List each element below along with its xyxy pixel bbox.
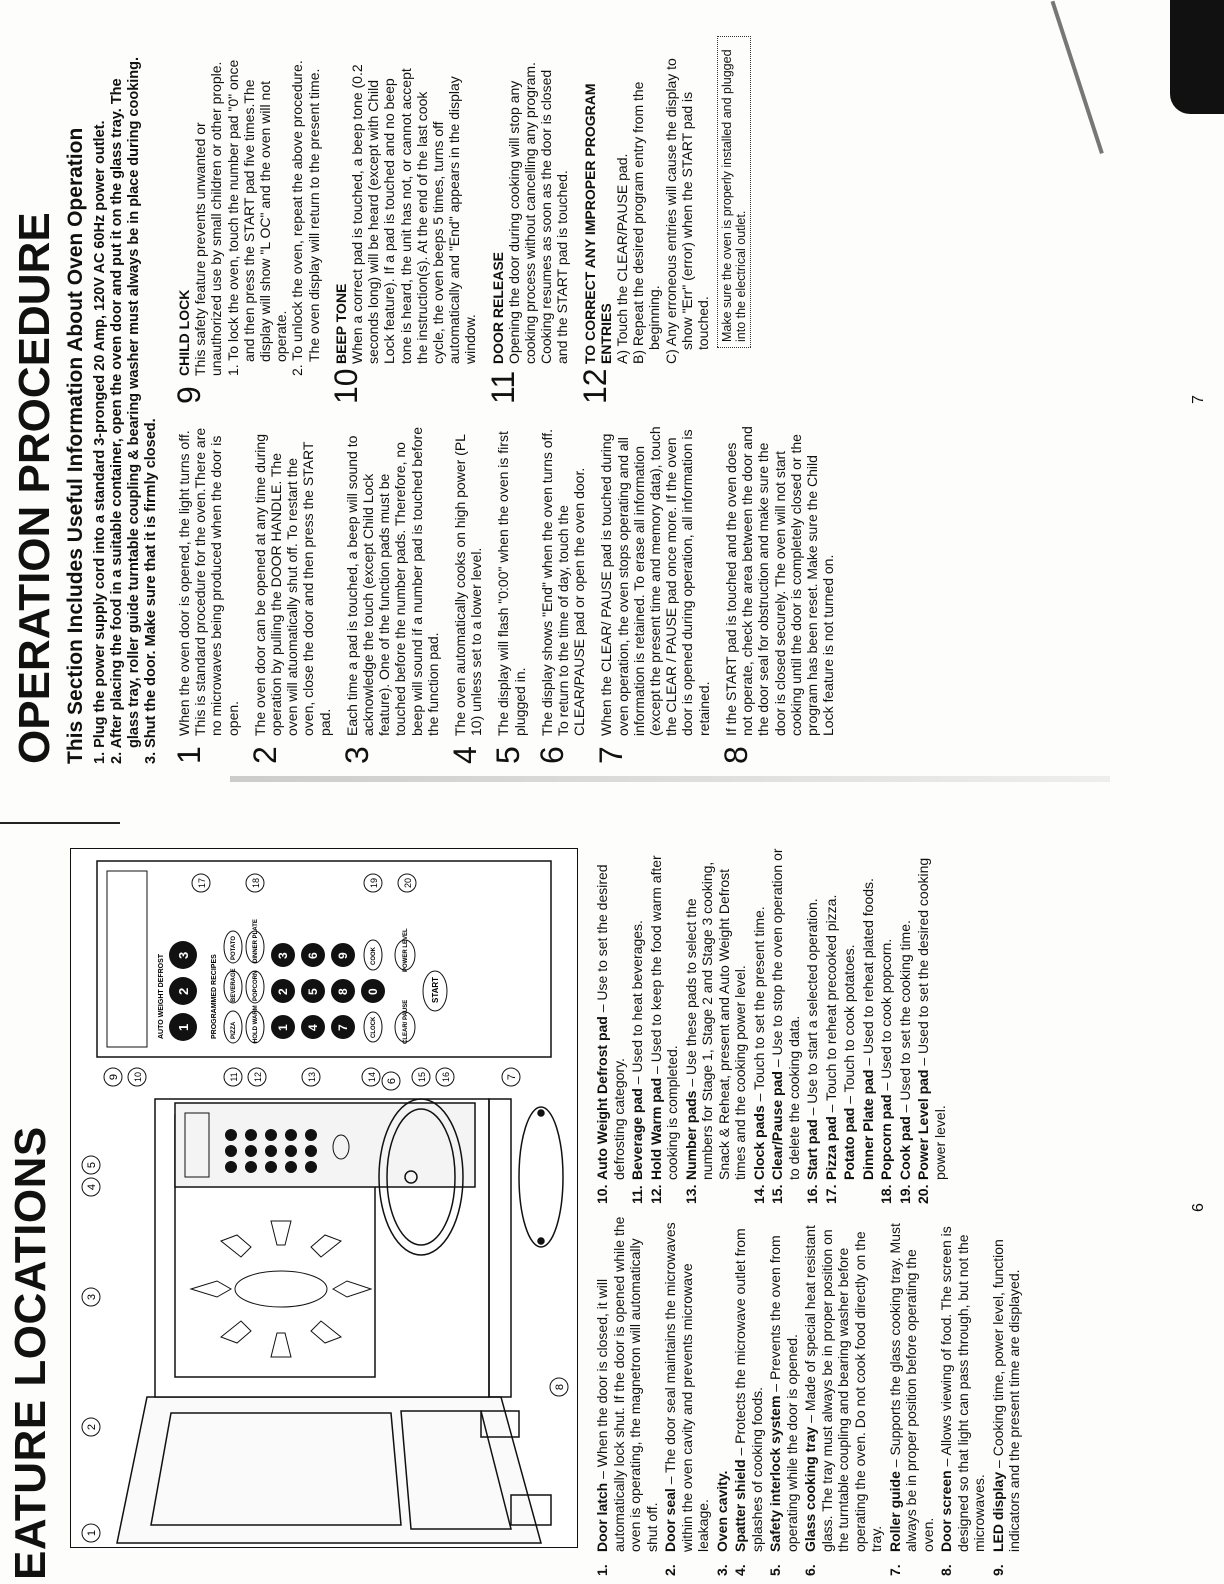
callout-10-label: 10 — [133, 1071, 143, 1083]
clear-pause-pad: CLEAR/ PAUSE — [403, 999, 409, 1044]
feature-item — [804, 846, 821, 1204]
dinner-plate-pad: DINNER PLATE — [253, 919, 259, 963]
feature-item — [767, 1214, 800, 1576]
correct-entries-c: C) Any erroneous entries will cause the display to show "Err" (error) when the START pad is touched. — [662, 58, 712, 364]
num-pad-8: 8 — [336, 988, 350, 995]
feature-item-heading: Door latch — [594, 1482, 610, 1552]
page-operation-procedure — [0, 44, 1224, 764]
intro-step-1: 1. Plug the power supply cord into a standard 3-pronged 20 Amp, 120V AC 60Hz power outlet. — [92, 120, 108, 764]
pizza-pad: PIZZA — [231, 1021, 237, 1039]
callout-12 — [248, 1068, 266, 1086]
feature-item-heading: Door seal — [662, 1488, 678, 1552]
feature-item-text: – Used to reheat plated foods. — [859, 878, 876, 1070]
intro-step-2: 2. After placing the food in a suitable container, open the oven door and put it on the glass tray. The glass tray, roller guide turntable coupling & bearing washer must always be in place during cooking. — [109, 56, 142, 764]
feature-item-text: – Use to stop the oven operation or to delete the cooking data. — [769, 848, 802, 1180]
feature-item-text: – Supports the glass cooking tray. Must always be in proper position before operating the oven. — [886, 1223, 936, 1552]
callout-3 — [82, 1288, 100, 1306]
panel-programmed-recipes: PROGRAMMED RECIPES — [211, 954, 218, 1039]
gutter-shadow — [230, 776, 1110, 782]
feature-item — [823, 846, 840, 1204]
callout-15 — [412, 1068, 430, 1086]
feature-item-number: 1. — [594, 1564, 610, 1576]
feature-item-number: 19. — [896, 1184, 913, 1204]
open-door — [117, 1397, 551, 1543]
num-pad-2: 2 — [276, 988, 290, 995]
feature-item-text: – Made of special heat resistant glass. The tray must always be in proper position on the turntable coupling and bearing washer before operating the oven. Do not cook food directly on the tray. — [802, 1225, 884, 1552]
callout-5-label: 5 — [86, 1161, 98, 1169]
feature-item-heading: Auto Weight Defrost pad — [594, 1016, 610, 1180]
feature-item-number: 20. — [915, 1184, 931, 1204]
step-text: The oven automatically cooks on high power (PL 10) unless set to a lower level. — [452, 434, 485, 736]
feature-item — [714, 1214, 731, 1576]
callout-6 — [382, 1072, 400, 1090]
step-text: The display shows "End" when the oven turns off. To return to the time of day, touch the CLEAR/PAUSE pad or open the oven door. — [538, 429, 588, 736]
feature-item-number: 18. — [878, 1184, 894, 1204]
callout-8-label: 8 — [554, 1383, 566, 1391]
feature-item — [769, 846, 802, 1204]
feature-item-number: 15. — [769, 1184, 785, 1204]
beep-tone-text: When a correct pad is touched, a beep tone (0.2 seconds long) will be heard (except with Child Lock feature). If a pad is touched and no beep tone is heard, the unit has not, or cannot accept the instruction(s). At the end of the last cook cycle, the oven beeps 5 times, turns off automatically and "End" appears in the display window. — [349, 64, 479, 364]
callout-16-label: 16 — [441, 1071, 451, 1083]
feature-item-number: 13. — [682, 1184, 699, 1204]
feature-item-heading: Roller guide — [886, 1471, 903, 1552]
feature-item-heading: Oven cavity. — [713, 1470, 730, 1552]
feature-item-number: 17. — [822, 1184, 839, 1204]
step-text: The display will flash "0:00" when the oven is first plugged in. — [495, 431, 528, 736]
feature-item-number: 4. — [732, 1564, 748, 1576]
step-text: If the START pad is touched and the oven does not operate, check the area between the door and the door seal for obstruction and make sure the door is closed securely. The oven will not start cooking until the door is completely closed or the program has been reset. Make sure the Child Lock feature is not turned on. — [722, 426, 837, 736]
step-text: When the CLEAR/ PAUSE pad is touched during oven operation, the oven stops operating and all information is retained. To erase all information (except the present time and memory data), touch the CLEAR / PAUSE pad once more. If the oven door is opened during operation, all information is retained. — [598, 426, 712, 736]
correct-entries-b: B) Repeat the desired program entry from the beginning. — [630, 81, 663, 364]
feature-item-heading: Clock pads — [750, 1105, 767, 1180]
callout-17-label: 17 — [197, 877, 207, 889]
popcorn-pad: POPCORN — [253, 970, 259, 1001]
feature-item-heading: Dinner Plate pad — [859, 1069, 876, 1180]
intro-step-3: 3. Shut the door. Make sure that it is firmly closed. — [143, 418, 159, 764]
feature-item — [683, 846, 749, 1204]
callout-13 — [302, 1068, 320, 1086]
feature-item-number: 2. — [662, 1564, 678, 1576]
feature-item-number: 9. — [989, 1564, 1006, 1576]
feature-item-heading: Spatter shield — [732, 1459, 748, 1552]
num-pad-1: 1 — [276, 1024, 290, 1031]
step-number: 7 — [593, 746, 630, 764]
feature-item-text: – When the door is closed, it will automatically lock shut. If the door is opened while the oven is operating, the magnetron will automatically shut off. — [594, 1216, 660, 1552]
callout-20 — [398, 874, 416, 892]
feature-item-text: – Allows viewing of food. The screen is designed so that light can pass through, but not the microwaves. — [938, 1226, 987, 1552]
defrost-pad-2-label: 2 — [176, 987, 191, 995]
start-pad: START — [431, 976, 440, 1003]
feature-item — [990, 1214, 1023, 1576]
feature-item-heading: Safety interlock system — [767, 1395, 783, 1552]
child-lock-sub-1: 1. To lock the oven, touch the number pad "0" once and then press the START pad five times.The display will show "L OC" and the oven will not operate. — [224, 59, 290, 376]
defrost-pad-1 — [169, 1013, 197, 1041]
panel-auto-weight-defrost: AUTO WEIGHT DEFROST — [158, 953, 165, 1039]
operation-column-1 — [171, 426, 847, 764]
page-subtitle: This Section Includes Useful Information About Oven Operation — [64, 127, 87, 764]
feature-item-heading: Door screen — [938, 1470, 954, 1552]
num-pad-0: 0 — [366, 988, 380, 995]
feature-item-heading: Clear/Pause pad — [769, 1071, 785, 1180]
callout-4-label: 4 — [86, 1183, 98, 1191]
callout-2-label: 2 — [86, 1423, 98, 1431]
step-number: 2 — [246, 746, 283, 764]
num-pad-6: 6 — [306, 952, 320, 959]
feature-item-heading: Cook pad — [896, 1116, 913, 1180]
feature-item-number: 11. — [629, 1185, 645, 1204]
feature-item-heading: LED display — [989, 1471, 1006, 1552]
feature-item-text: – Cooking time, power level, function indicators and the present time are displayed. — [989, 1239, 1022, 1552]
operation-step — [246, 426, 333, 764]
operation-step — [533, 426, 588, 764]
correct-entries-heading: TO CORRECT ANY IMPROPER PROGRAM ENTRIES — [581, 83, 614, 364]
feature-column-2 — [594, 846, 950, 1204]
feature-item — [648, 846, 681, 1204]
feature-item — [594, 1214, 660, 1576]
clock-pad: CLOCK — [371, 1016, 377, 1038]
feature-item-text: – Touch to reheat precooked pizza. — [822, 894, 839, 1117]
operation-step — [717, 426, 837, 764]
hold-warm-pad: HOLD WARM — [253, 1005, 259, 1043]
door-release-heading: DOOR RELEASE — [489, 251, 506, 364]
operation-column-2 — [171, 49, 762, 404]
correct-entries-a: A) Touch the CLEAR/PAUSE pad. — [614, 153, 631, 364]
feature-item-text: – Used to cook popcorn. — [878, 938, 894, 1095]
callout-2 — [82, 1418, 100, 1436]
callout-15-label: 15 — [417, 1071, 427, 1083]
callout-14-label: 14 — [367, 1071, 377, 1083]
operation-step — [490, 426, 528, 764]
step-number: 8 — [717, 746, 754, 764]
operation-step — [447, 426, 485, 764]
callout-17 — [192, 874, 210, 892]
child-lock-sub-2: 2. To unlock the oven, repeat the above procedure. The oven display will return to the present time. — [289, 60, 322, 376]
callout-14 — [362, 1068, 380, 1086]
feature-item-number: 14. — [750, 1184, 767, 1204]
feature-item — [662, 1214, 712, 1576]
callout-18 — [246, 874, 264, 892]
feature-item-text: – Use these pads to select the numbers for Stage 1, Stage 2 and Stage 3 cooking, Snack & Reheat, present and Auto Weight Defrost times and the cooking power level. — [682, 861, 748, 1180]
callout-1-label: 1 — [86, 1529, 98, 1537]
feature-item-heading: Number pads — [682, 1090, 699, 1180]
step-number: 1 — [171, 746, 207, 764]
callout-20-label: 20 — [403, 877, 413, 889]
step-text: When the oven door is opened, the light turns off. This is standard procedure for the oven.There are no microwaves being produced when the door is open. — [176, 427, 241, 736]
step-text: Each time a pad is touched, a beep will sound to acknowledge the touch (except Child Lock feature). One of the function pads must be touched before the number pads. Therefore, no beep will sound if a number pad is touched before the function pad. — [343, 427, 441, 736]
feature-item-heading: Potato pad — [841, 1107, 857, 1180]
feature-item-text: – Used to set the cooking time. — [896, 920, 913, 1117]
feature-item-text: – Touch to cook potatoes. — [841, 944, 857, 1108]
feature-item-heading: Hold Warm pad — [647, 1077, 664, 1180]
num-pad-5: 5 — [306, 988, 320, 995]
feature-item-number: 10. — [594, 1184, 610, 1204]
feature-item — [915, 846, 948, 1204]
feature-diagram — [70, 848, 578, 1548]
callout-19-label: 19 — [369, 877, 379, 889]
feature-item-heading: Power Level pad — [915, 1069, 931, 1180]
feature-item-number: 3. — [713, 1564, 730, 1576]
callout-3-label: 3 — [86, 1293, 98, 1301]
defrost-pad-1-label: 1 — [176, 1023, 191, 1031]
feature-item-text: – Use to start a selected operation. — [804, 898, 820, 1120]
feature-item-number: 6. — [802, 1564, 818, 1576]
page-number-7: 7 — [1190, 395, 1207, 404]
callout-4 — [82, 1178, 100, 1196]
page-title-operation: OPERATION PROCEDURE — [10, 212, 59, 764]
feature-item — [887, 1214, 937, 1576]
callout-11-label: 11 — [229, 1072, 239, 1082]
door-release-text: Opening the door during cooking will stop any cooking process without cancelling any program. Cooking resumes as soon as the door is closed and the START pad is touched. — [505, 62, 571, 364]
callout-6-label: 6 — [386, 1077, 398, 1085]
feature-item-text: – Used to set the desired cooking power level. — [915, 857, 948, 1180]
feature-item-text: – Used to heat beverages. — [629, 920, 645, 1089]
callout-9 — [104, 1068, 122, 1086]
callout-10 — [128, 1068, 146, 1086]
operation-step — [171, 426, 241, 764]
feature-item-text: – The door seal maintains the microwaves within the oven cavity and prevents microwave leakage. — [662, 1222, 711, 1552]
step-number: 5 — [490, 746, 527, 764]
callout-5 — [82, 1156, 100, 1174]
door-release-section — [484, 54, 571, 404]
feature-item-number: 7. — [886, 1564, 903, 1576]
callout-11 — [224, 1068, 242, 1086]
feature-item-number: 5. — [767, 1564, 783, 1576]
feature-item — [594, 846, 627, 1204]
step-text: The oven door can be opened at any time during operation by pulling the DOOR HANDLE. The oven will atuomatically shut off. To restart the oven, close the door and then press the START pad. — [251, 434, 333, 736]
callout-9-label: 9 — [108, 1073, 120, 1081]
feature-item — [732, 1214, 765, 1576]
feature-item-number: 12. — [647, 1184, 664, 1204]
callout-16 — [436, 1068, 454, 1086]
feature-item — [938, 1214, 988, 1576]
child-lock-section — [171, 54, 322, 404]
feature-item-heading: Popcorn pad — [878, 1094, 894, 1180]
step-number: 9 — [171, 386, 207, 404]
step-number: 3 — [338, 746, 375, 764]
control-panel — [97, 861, 551, 1057]
child-lock-heading: CHILD LOCK — [176, 289, 192, 376]
num-pad-9: 9 — [336, 952, 350, 959]
beverage-pad: BEVERAGE — [231, 968, 237, 1002]
callout-7-label: 7 — [506, 1073, 518, 1081]
feature-item-text: – Touch to set the present time. — [750, 906, 767, 1106]
intro-steps — [92, 48, 160, 764]
step-number: 4 — [447, 746, 484, 764]
feature-item-text: – Used to keep the food warm after cooking is completed. — [647, 855, 680, 1180]
operation-step — [593, 426, 712, 764]
page-feature-locations — [0, 824, 1224, 1584]
cook-pad: COOK — [371, 947, 377, 965]
feature-item — [878, 846, 895, 1204]
correct-entries-section — [576, 49, 752, 404]
defrost-pad-3 — [169, 941, 197, 969]
install-note: Make sure the oven is properly installed and plugged into the electrical outlet. — [717, 36, 751, 348]
feature-item-number: 16. — [804, 1184, 820, 1204]
feature-column-1 — [594, 1214, 1025, 1576]
feature-item-text: – Protects the microwave outlet from splashes of cooking foods. — [732, 1228, 765, 1552]
num-pad-7: 7 — [336, 1024, 350, 1031]
callout-12-label: 12 — [253, 1071, 263, 1083]
feature-item — [802, 1214, 885, 1576]
feature-item-heading: Pizza pad — [822, 1116, 839, 1180]
callout-8 — [550, 1378, 568, 1396]
page-title: EATURE LOCATIONS — [6, 1126, 55, 1580]
feature-item — [751, 846, 768, 1204]
potato-pad: POTATO — [231, 936, 237, 960]
feature-item-heading: Start pad — [804, 1119, 820, 1180]
step-number: 12 — [576, 368, 613, 404]
page-number-6: 6 — [1190, 1203, 1207, 1212]
num-pad-3: 3 — [276, 952, 290, 959]
defrost-pad-3-label: 3 — [176, 951, 191, 959]
feature-item — [841, 846, 858, 1204]
num-pad-4: 4 — [306, 1024, 320, 1031]
feature-item — [860, 846, 877, 1204]
step-number: 6 — [533, 746, 570, 764]
feature-item-text: – Use to set the desired defrosting category. — [594, 864, 627, 1180]
defrost-pad-2 — [169, 977, 197, 1005]
step-number: 11 — [484, 370, 521, 404]
callout-18-label: 18 — [251, 877, 261, 889]
step-number: 10 — [327, 368, 364, 404]
feature-item-heading: Beverage pad — [629, 1088, 645, 1180]
power-level-pad: POWER LEVEL — [403, 928, 409, 972]
feature-item — [629, 846, 646, 1204]
callout-1 — [82, 1524, 100, 1542]
callout-7 — [502, 1068, 520, 1086]
callout-13-label: 13 — [307, 1071, 317, 1083]
feature-item-heading: Glass cooking tray — [802, 1426, 818, 1552]
oven-diagram — [71, 849, 577, 1547]
feature-item-text: – Prevents the oven from operating while the door is opened. — [767, 1235, 800, 1552]
callout-19 — [364, 874, 382, 892]
feature-item — [897, 846, 914, 1204]
feature-item-number: 8. — [938, 1564, 954, 1576]
child-lock-text: This safety feature prevents unwanted or unauthorized use by small children or other prople. — [192, 61, 225, 376]
beep-tone-heading: BEEP TONE — [332, 283, 349, 364]
operation-step — [338, 426, 441, 764]
beep-tone-section — [327, 54, 479, 404]
